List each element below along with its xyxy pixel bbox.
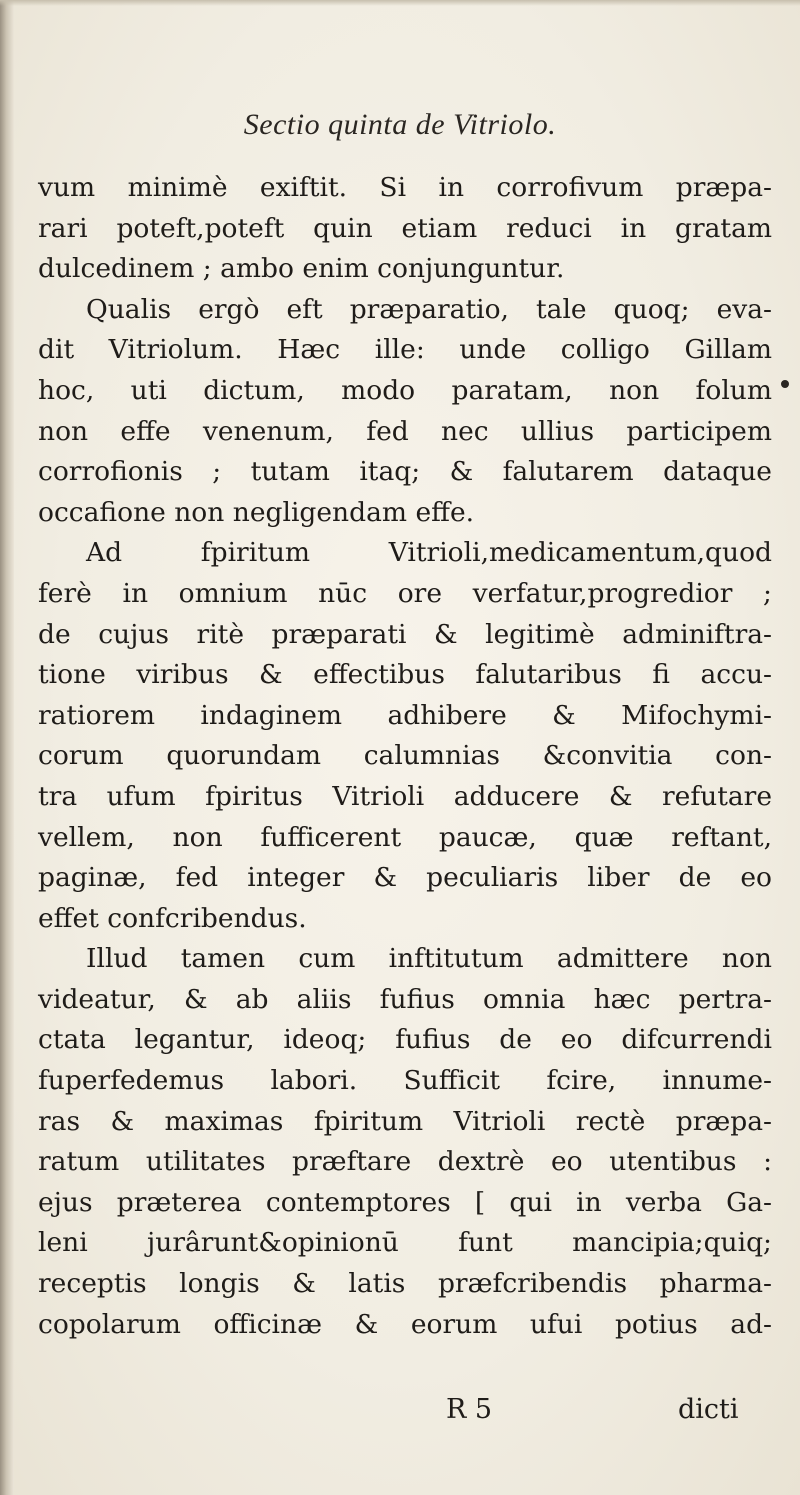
text-line: corrofionis ; tutam itaq; & falutarem dataque [38,456,772,488]
binding-shadow [0,0,14,1495]
text-line: ras & maximas fpiritum Vitrioli rectè præpa- [38,1105,772,1137]
page-footer [0,1390,800,1430]
signature-mark: R 5 [446,1394,493,1425]
text-line: Illud tamen cum inftitutum admittere non [86,943,772,975]
text-line: ctata legantur, ideoq; fufius de eo difcurrendi [38,1024,772,1056]
text-line: hoc, uti dictum, modo paratam, non folum [38,374,772,406]
text-line: effet confcribendus. [38,902,307,934]
page-top-edge [0,0,800,6]
text-line: tione viribus & effectibus falutaribus fi accu- [38,659,772,691]
text-line: dit Vitriolum. Hæc ille: unde colligo Gillam [38,334,772,366]
text-line: paginæ, fed integer & peculiaris liber de eo [38,862,772,894]
text-line: de cujus ritè præparati & legitimè adminiftra- [38,618,772,650]
text-line: dulcedinem ; ambo enim conjunguntur. [38,253,565,285]
text-line: ejus præterea contemptores [ qui in verba Ga- [38,1186,772,1218]
text-line: Ad fpiritum Vitrioli,medicamentum,quod [86,537,772,569]
text-line: fuperfedemus labori. Sufficit fcire, innume- [38,1065,772,1097]
catchword: dicti [678,1394,739,1425]
ink-speck [781,380,789,388]
text-line: vellem, non fufficerent paucæ, quæ reftant, [38,821,772,853]
text-line: corum quorundam calumnias &convitia con- [38,740,772,772]
text-line: ratiorem indaginem adhibere & Mifochymi- [38,699,772,731]
text-line: rari poteft,poteft quin etiam reduci in gratam [38,212,772,244]
text-line: copolarum officinæ & eorum ufui potius ad- [38,1308,772,1340]
running-head: Sectio quinta de Vitriolo. [243,108,557,141]
text-line: Qualis ergò eft præparatio, tale quoq; eva- [86,293,772,325]
text-line: ferè in omnium nūc ore verfatur,progredior ; [38,577,772,609]
body-text [38,168,772,1345]
text-line: tra ufum fpiritus Vitrioli adducere & refutare [38,780,772,812]
text-line: ratum utilitates præftare dextrè eo utentibus : [38,1146,772,1178]
text-line: videatur, & ab aliis fufius omnia hæc pertra- [38,983,772,1015]
text-line: vum minimè exiftit. Si in corrofivum præpa- [38,172,772,203]
text-line: occafione non negligendam effe. [38,496,475,528]
text-line: receptis longis & latis præfcribendis pharma- [38,1268,772,1300]
text-line: leni jurârunt&opinionū funt mancipia;quiq; [38,1227,772,1259]
text-line: non effe venenum, fed nec ullius participem [38,415,772,447]
